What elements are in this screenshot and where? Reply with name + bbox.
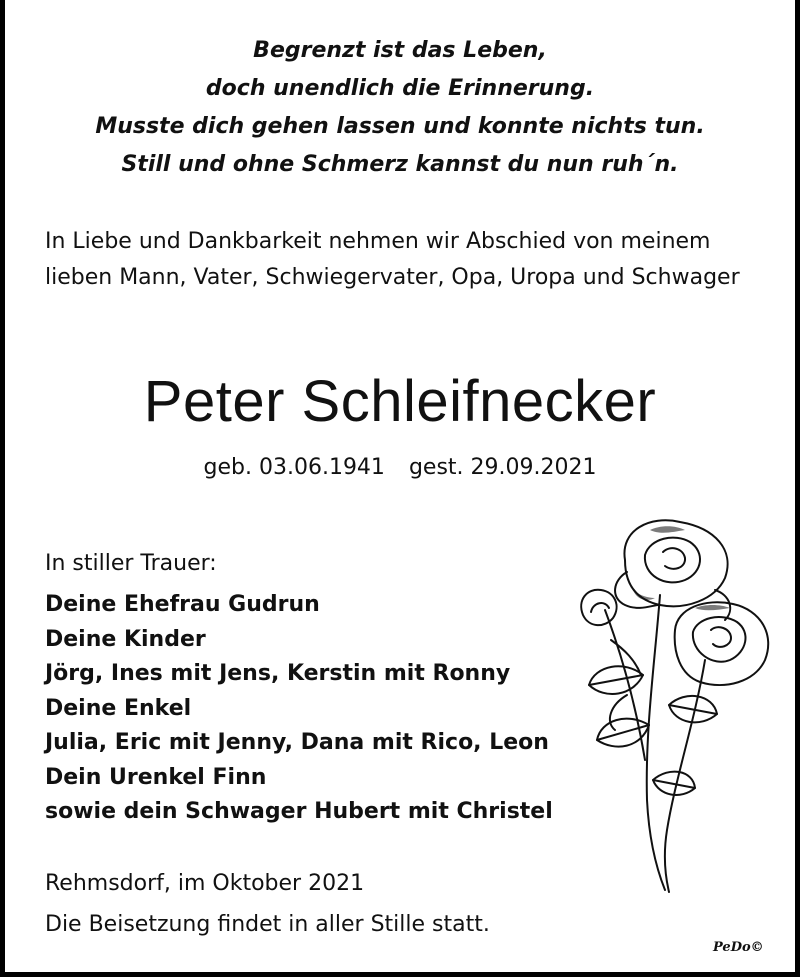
- intro-text: In Liebe und Dankbarkeit nehmen wir Abschied von meinem lieben Mann, Vater, Schwiegervater, Opa, Uropa und Schwager: [45, 229, 740, 290]
- mourner-line: Julia, Eric mit Jenny, Dana mit Rico, Leon: [45, 730, 549, 755]
- death-date: gest. 29.09.2021: [408, 455, 597, 480]
- mourning-label: In stiller Trauer:: [45, 551, 217, 576]
- signature: PeDo©: [713, 940, 764, 955]
- place-date: Rehmsdorf, im Oktober 2021: [45, 871, 365, 896]
- deceased-name: Peter Schleifnecker: [143, 369, 657, 434]
- birth-date: geb. 03.06.1941: [203, 455, 385, 480]
- mourner-line: Deine Kinder: [45, 626, 206, 652]
- poem-line: Musste dich gehen lassen und konnte nichts tun.: [95, 114, 705, 139]
- mourners-list: [45, 588, 553, 830]
- mourner-line: Deine Enkel: [45, 695, 192, 721]
- poem-line: doch unendlich die Erinnerung.: [205, 76, 595, 101]
- burial-note: Die Beisetzung findet in aller Stille statt.: [45, 912, 490, 937]
- mourner-line: Dein Urenkel Finn: [45, 764, 267, 790]
- poem-line: Begrenzt ist das Leben,: [253, 38, 547, 63]
- roses-illustration-icon: [565, 500, 795, 900]
- mourner-line: sowie dein Schwager Hubert mit Christel: [45, 799, 553, 824]
- mourner-line: Deine Ehefrau Gudrun: [45, 592, 320, 617]
- life-dates: [5, 452, 795, 484]
- poem: [5, 32, 795, 184]
- poem-line: Still und ohne Schmerz kannst du nun ruh´n.: [121, 152, 679, 177]
- mourner-line: Jörg, Ines mit Jens, Kerstin mit Ronny: [45, 661, 511, 686]
